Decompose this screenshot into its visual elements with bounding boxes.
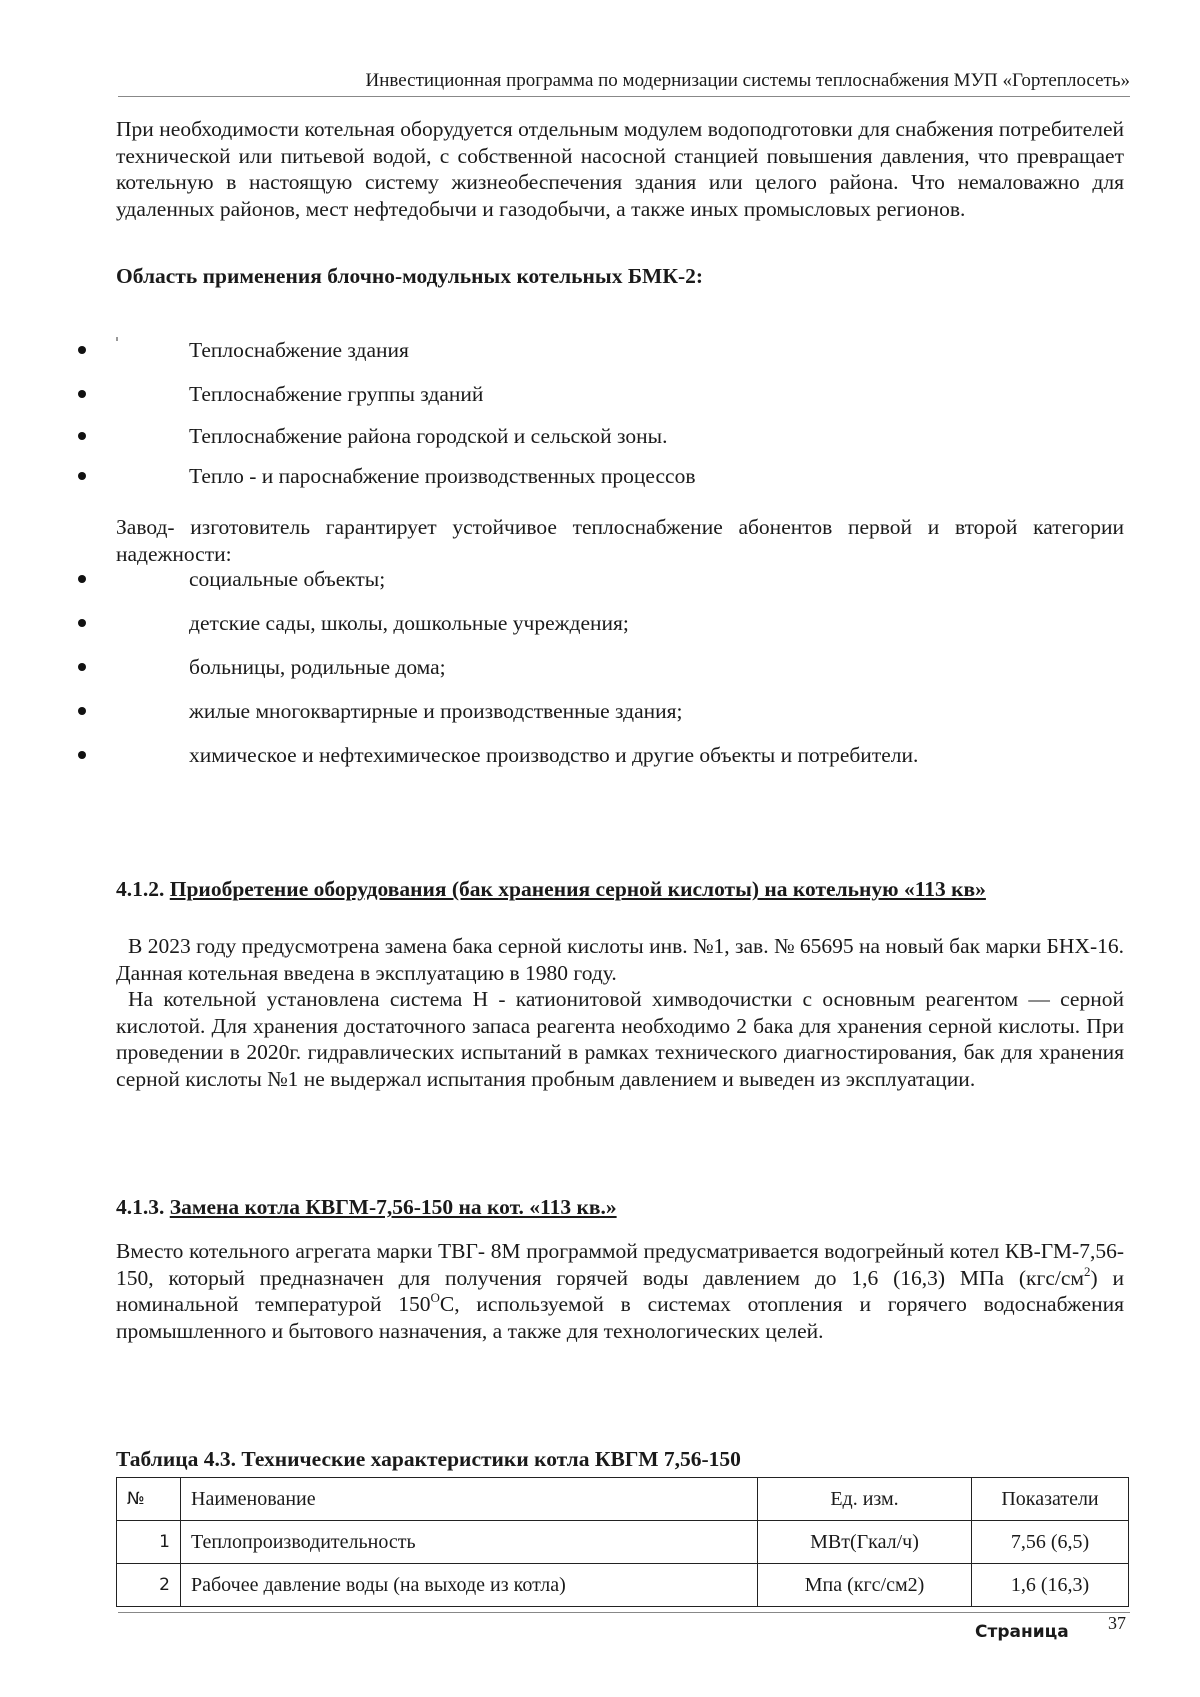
cell-unit: МВт(Гкал/ч) (758, 1521, 972, 1564)
bullet-icon (78, 751, 86, 759)
cell-num: 1 (117, 1521, 181, 1564)
bullet-icon (78, 472, 86, 480)
table-caption: Таблица 4.3. Технические характеристики котла КВГМ 7,56-150 (116, 1447, 741, 1471)
section-number: 4.1.2. (116, 877, 165, 901)
header-name: Наименование (181, 1478, 758, 1521)
footer-divider (118, 1612, 1130, 1613)
bullet-icon (78, 707, 86, 715)
footer-page-label: Страница (975, 1622, 1069, 1642)
footer-page-number: 37 (1108, 1613, 1126, 1633)
table-header-row (117, 1478, 1129, 1521)
stray-mark (116, 337, 118, 341)
header-unit: Ед. изм. (758, 1478, 972, 1521)
application-heading: Область применения блочно-модульных котельных БМК-2: (116, 264, 704, 288)
section-412-paragraph-2: На котельной установлена система Н - катионитовой химводочистки с основным реагентом — серной кислотой. Для хранения достаточного запаса реагента необходимо 2 бака для хранения серной кислоты. При проведении в 2020г. гидравлических испытаний в рамках технического диагностирования, бак для хранения серной кислоты №1 не выдержал испытания пробным давлением и выведен из эксплуатации. (116, 987, 1124, 1091)
section-title: Замена котла КВГМ-7,56-150 на кот. «113 кв.» (169, 1195, 617, 1219)
header-value: Показатели (972, 1478, 1129, 1521)
section-title: Приобретение оборудования (бак хранения серной кислоты) на котельную «113 кв» (169, 877, 986, 901)
bullet-icon (78, 432, 86, 440)
bullet-icon (78, 575, 86, 583)
cell-name: Рабочее давление воды (на выходе из котла) (181, 1564, 758, 1607)
section-412-heading (116, 877, 986, 902)
intro-paragraph: При необходимости котельная оборудуется отдельным модулем водоподготовки для снабжения потребителей технической или питьевой водой, с собственной насосной станцией повышения давления, что превращает котельную в настоящую систему жизнеобеспечения здания или целого района. Что немаловажно для удаленных районов, мест нефтедобычи и газодобычи, а также иных промысловых регионов. (116, 117, 1124, 221)
section-413-paragraph: Вместо котельного агрегата марки ТВГ- 8М программой предусматривается водогрейный котел КВ-ГМ-7,56-150, который предназначен для получения горячей воды давлением до 1,6 (16,3) МПа $(кгс/см^2)$ и номинальной температурой $150^OС$, используемой в системах отопления и горячего водоснабжения промышленного и бытового назначения, а также для технологических целей. (116, 1239, 1125, 1343)
bullet-icon (78, 663, 86, 671)
cell-unit: Мпа (кгс/см2) (758, 1564, 972, 1607)
cell-value: 1,6 (16,3) (972, 1564, 1129, 1607)
table-row (117, 1521, 1129, 1564)
header-divider (118, 96, 1130, 97)
cell-value: 7,56 (6,5) (972, 1521, 1129, 1564)
cell-num: 2 (117, 1564, 181, 1607)
section-413-heading (116, 1195, 617, 1220)
table-row (117, 1564, 1129, 1607)
cell-name: Теплопроизводительность (181, 1521, 758, 1564)
header-title: Инвестиционная программа по модернизации системы теплоснабжения МУП «Гортеплосеть» (365, 70, 1130, 91)
section-number: 4.1.3. (116, 1195, 165, 1219)
guarantee-paragraph: Завод- изготовитель гарантирует устойчивое теплоснабжение абонентов первой и второй категории надежности: (116, 515, 1124, 566)
bullet-icon (78, 619, 86, 627)
bullet-icon (78, 390, 86, 398)
spec-table (116, 1477, 1129, 1607)
header-num: № (117, 1478, 181, 1521)
bullet-icon (78, 346, 86, 354)
section-412-paragraph-1: В 2023 году предусмотрена замена бака серной кислоты инв. №1, зав. № 65695 на новый бак марки БНХ-16. Данная котельная введена в эксплуатацию в 1980 году. (116, 934, 1124, 985)
